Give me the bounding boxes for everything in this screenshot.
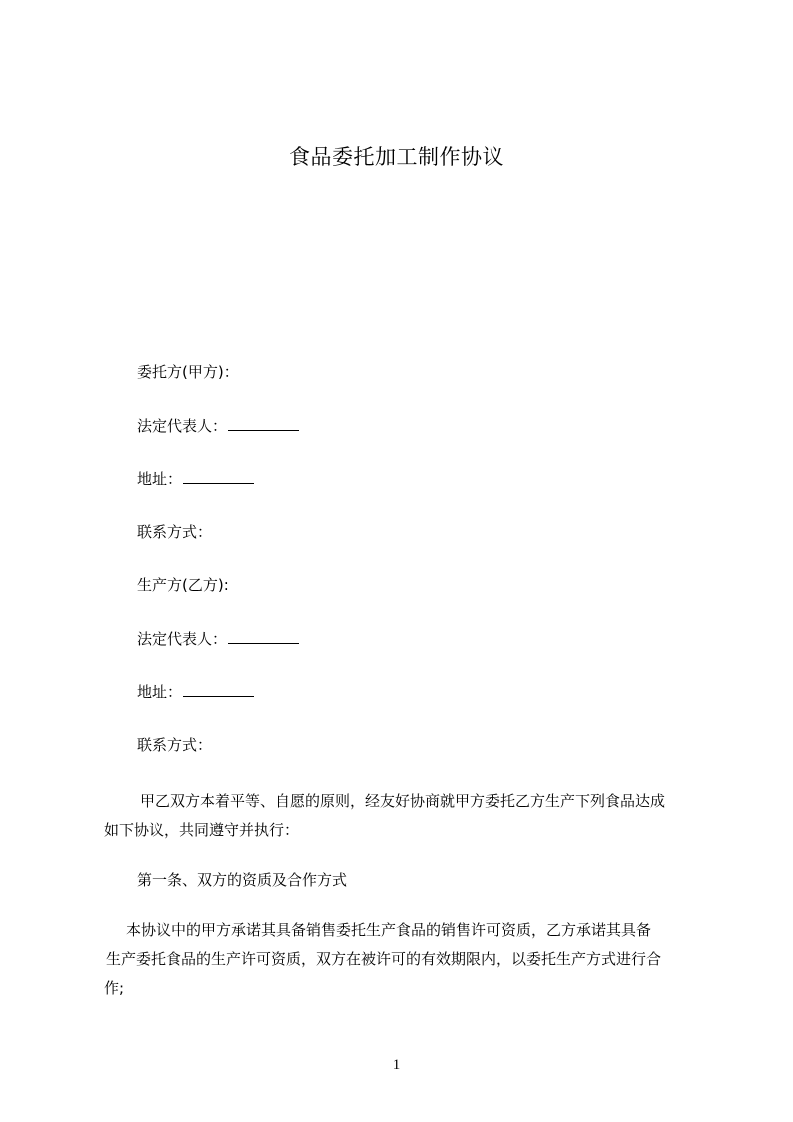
party-a-heading: 委托方(甲方)： [137,363,239,381]
party-b-legal-rep-label: 法定代表人： [137,630,228,648]
article-1-body [104,916,716,1003]
page-number: 1 [392,1057,401,1073]
party-a-legal-rep-blank [228,416,299,431]
article-1-body-line: 生产委托食品的生产许可资质，双方在被许可的有效期限内，以委托生产方式进行合 [106,950,662,968]
party-b-address-blank [183,682,254,697]
document-title: 食品委托加工制作协议 [289,145,504,169]
party-a-address-label: 地址： [137,470,183,488]
party-b-address [137,681,254,703]
intro-paragraph-line: 如下协议，共同遵守并执行： [104,821,300,839]
party-a-address [137,468,254,490]
party-b-legal-rep [137,628,299,650]
party-b-contact: 联系方式： [137,736,213,754]
article-1-body-line: 作; [104,979,125,997]
party-a-address-blank [183,469,254,484]
party-a-legal-rep-label: 法定代表人： [137,417,228,435]
party-a-legal-rep [137,415,299,437]
article-1-body-line: 本协议中的甲方承诺其具备销售委托生产食品的销售许可资质，乙方承诺其具备 [126,921,652,939]
intro-paragraph [104,787,716,845]
intro-paragraph-line: 甲乙双方本着平等、自愿的原则，经友好协商就甲方委托乙方生产下列食品达成 [140,792,666,810]
party-a-contact: 联系方式： [137,523,213,541]
party-b-legal-rep-blank [228,629,299,644]
article-1-heading: 第一条、双方的资质及合作方式 [137,871,348,889]
party-b-address-label: 地址： [137,683,183,701]
party-b-heading: 生产方(乙方): [137,576,229,594]
